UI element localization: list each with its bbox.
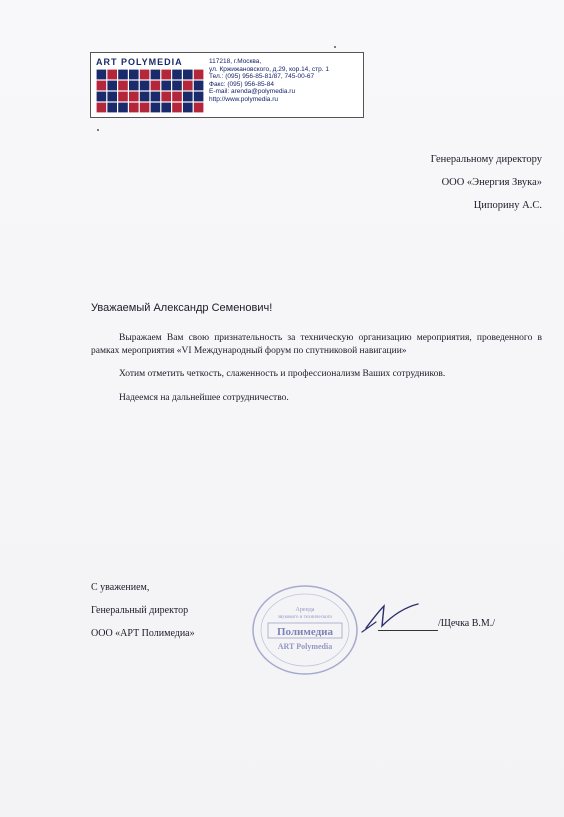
logo-tile (140, 103, 150, 113)
logo-tile (151, 92, 161, 102)
letterhead (90, 52, 364, 118)
contact-street-line: ул. Кржижановского, д.29, кор.14, стр. 1 (209, 65, 329, 73)
logo-tile (140, 92, 150, 102)
logo-tile (172, 81, 182, 91)
logo-tile (118, 70, 128, 80)
company-logo-title: ART POLYMEDIA (96, 57, 183, 67)
logo-tile (118, 92, 128, 102)
letter-body (91, 332, 542, 415)
logo-tile (183, 92, 193, 102)
logo-tile (107, 103, 117, 113)
addressee-position: Генеральному директору (430, 154, 542, 165)
logo-tile (172, 103, 182, 113)
contact-block (209, 58, 359, 104)
logo-tile (161, 92, 171, 102)
contact-phone-line: Тел.: (095) 956-85-81/87, 745-00-67 (209, 73, 315, 81)
logo-tile (172, 92, 182, 102)
logo-tile (118, 81, 128, 91)
signer-name: /Щечка В.М./ (438, 618, 496, 629)
logo-tile (183, 70, 193, 80)
addressee-company: ООО «Энергия Звука» (441, 177, 542, 188)
contact-fax-line: Факс: (095) 956-85-84 (209, 80, 274, 88)
logo-tile (161, 81, 171, 91)
logo-grid-icon (96, 69, 204, 113)
logo-tile (129, 81, 139, 91)
contact-email-line: E-mail: arenda@polymedia.ru (209, 88, 296, 96)
logo-tile (161, 70, 171, 80)
scan-speck (97, 129, 99, 131)
logo-tile (151, 103, 161, 113)
logo-tile (140, 70, 150, 80)
body-paragraph: Надеемся на дальнейшее сотрудничество. (119, 392, 289, 403)
logo-tile (183, 81, 193, 91)
logo-tile (97, 92, 107, 102)
logo-tile (172, 70, 182, 80)
logo-tile (107, 81, 117, 91)
svg-text:Аренда: Аренда (295, 607, 315, 613)
greeting: Уважаемый Александр Семенович! (91, 302, 273, 314)
logo-tile (129, 103, 139, 113)
signature-line (378, 620, 438, 631)
logo-tile (140, 81, 150, 91)
contact-address-line: 117218, г.Москва, (209, 58, 262, 65)
logo-tile (194, 103, 204, 113)
logo-tile (97, 103, 107, 113)
company-stamp-icon (250, 583, 360, 678)
addressee-block (431, 148, 542, 217)
logo-tile (97, 81, 107, 91)
svg-text:звукового и технического: звукового и технического (277, 615, 333, 620)
logo-tile (161, 103, 171, 113)
handwritten-signature (358, 598, 438, 638)
svg-text:Полимедиа: Полимедиа (276, 626, 334, 638)
logo-tile (107, 92, 117, 102)
logo-tile (194, 81, 204, 91)
logo-tile (183, 103, 193, 113)
logo-tile (118, 103, 128, 113)
company-logo (96, 57, 204, 113)
logo-tile (151, 81, 161, 91)
addressee-name: Ципорину А.С. (473, 200, 542, 211)
closing-company: ООО «АРТ Полимедиа» (91, 628, 195, 639)
logo-tile (194, 70, 204, 80)
body-paragraph: Хотим отметить четкость, слаженность и профессионализм Ваших сотрудников. (119, 369, 446, 379)
svg-text:ART Polymedia: ART Polymedia (277, 642, 333, 651)
closing-position: Генеральный директор (91, 605, 189, 616)
logo-tile (97, 70, 107, 80)
logo-tile (107, 70, 117, 80)
logo-tile (129, 92, 139, 102)
scan-speck (334, 46, 336, 48)
logo-tile (129, 70, 139, 80)
body-paragraph: Выражаем Вам свою признательность за техническую организацию мероприятия, проведенного в рамках мероприятия «VI Международный форум по спутниковой навигации» (91, 333, 542, 356)
logo-tile (194, 92, 204, 102)
closing-regards: С уважением, (91, 582, 150, 593)
contact-website-line: http://www.polymedia.ru (209, 95, 279, 103)
closing-block (91, 576, 195, 645)
logo-tile (151, 70, 161, 80)
